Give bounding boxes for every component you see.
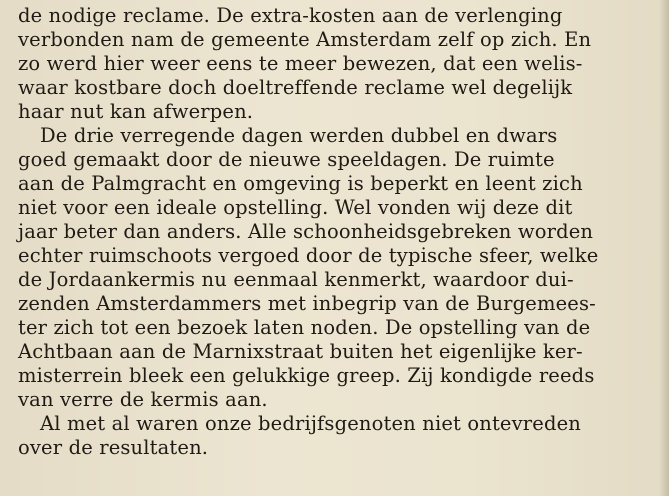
text-line-15: Achtbaan aan de Marnixstraat buiten het eigenlijke ker- — [18, 340, 583, 363]
text-line-12: de Jordaankermis nu eenmaal kenmerkt, waardoor dui- — [18, 268, 574, 291]
page-edge-shadow — [659, 0, 669, 496]
text-line-1: de nodige reclame. De extra-kosten aan de verlenging — [18, 4, 563, 27]
text-line-5: haar nut kan afwerpen. — [18, 100, 254, 123]
text-line-18: Al met al waren onze bedrijfsgenoten niet ontevreden — [40, 412, 581, 435]
text-line-9: niet voor een ideale opstelling. Wel vonden wij deze dit — [18, 196, 573, 219]
text-line-7: goed gemaakt door de nieuwe speeldagen. De ruimte — [18, 148, 555, 171]
text-line-13: zenden Amsterdammers met inbegrip van de Burgemees- — [18, 292, 596, 315]
text-line-10: jaar beter dan anders. Alle schoonheidsgebreken worden — [18, 220, 594, 243]
text-line-19: over de resultaten. — [18, 436, 209, 459]
text-line-8: aan de Palmgracht en omgeving is beperkt en leent zich — [18, 172, 583, 195]
text-line-2: verbonden nam de gemeente Amsterdam zelf op zich. En — [18, 28, 592, 51]
text-line-3: zo werd hier weer eens te meer bewezen, dat een welis- — [18, 52, 583, 75]
text-line-16: misterrein bleek een gelukkige greep. Zij kondigde reeds — [18, 364, 595, 387]
text-line-17: van verre de kermis aan. — [18, 388, 268, 411]
text-line-6: De drie verregende dagen werden dubbel en dwars — [40, 124, 558, 147]
text-line-4: waar kostbare doch doeltreffende reclame wel degelijk — [18, 76, 573, 99]
text-line-14: ter zich tot een bezoek laten noden. De opstelling van de — [18, 316, 591, 339]
text-line-11: echter ruimschoots vergoed door de typische sfeer, welke — [18, 244, 599, 267]
article-text — [18, 4, 658, 460]
